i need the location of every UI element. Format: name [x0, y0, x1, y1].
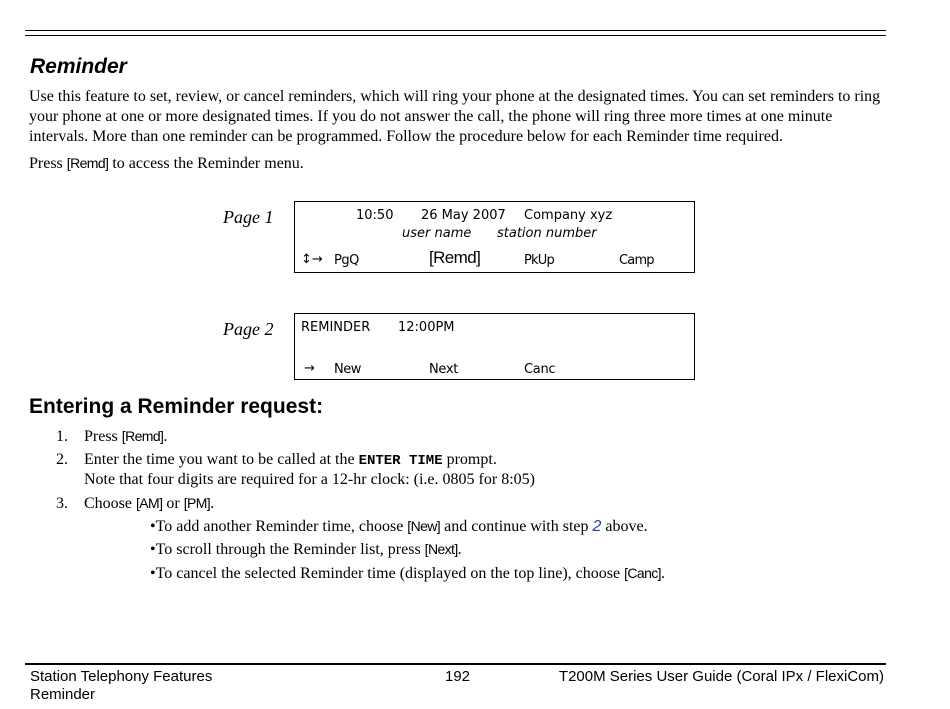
press-line	[29, 153, 304, 174]
header-rule-bottom	[25, 35, 886, 36]
bullet-scroll-post: .	[457, 541, 462, 558]
next-key: [Next]	[424, 541, 458, 557]
footer-right: T200M Series User Guide (Coral IPx / FlexiCom)	[558, 668, 884, 685]
step-3-number: 3.	[56, 495, 68, 512]
page2-label: Page 2	[223, 319, 274, 339]
step-2-text-post: prompt.	[442, 451, 497, 468]
page1-user-name: user name	[402, 226, 472, 241]
section-title: Reminder	[30, 55, 127, 78]
footer-section: Reminder	[30, 686, 96, 703]
step-1-text: Press	[84, 428, 122, 445]
bullet-scroll	[150, 539, 462, 560]
softkey-camp[interactable]: Camp	[619, 253, 654, 268]
footer-left: Station Telephony Features	[30, 668, 213, 685]
page1-display	[294, 201, 695, 273]
page2-title: REMINDER	[301, 320, 371, 335]
pm-key: [PM]	[183, 495, 211, 511]
bullet-cancel-text: •To cancel the selected Reminder time (displayed on the top line), choose	[150, 565, 625, 582]
page2-time: 12:00PM	[398, 320, 455, 335]
step-3-or: or	[162, 495, 184, 512]
header-rule-top	[25, 30, 886, 31]
press-text-post: to access the Reminder menu.	[108, 155, 304, 172]
bullet-add-mid: and continue with step	[440, 518, 593, 535]
softkey-pkup[interactable]: PkUp	[524, 253, 554, 268]
bullet-scroll-text: •To scroll through the Reminder list, press	[150, 541, 425, 558]
softkey-new[interactable]: New	[334, 362, 361, 377]
page2-display	[294, 313, 695, 380]
canc-key: [Canc]	[624, 565, 661, 581]
step-2	[56, 450, 497, 471]
press-text: Press	[29, 155, 67, 172]
step-2-note: Note that four digits are required for a 12-hr clock: (i.e. 0805 for 8:05)	[84, 471, 535, 488]
step-3-period: .	[210, 495, 215, 512]
footer-page-number: 192	[445, 668, 471, 685]
step-1-number: 1.	[56, 428, 68, 445]
right-arrow-icon: →	[304, 361, 315, 376]
new-key: [New]	[407, 518, 441, 534]
bullet-add	[150, 516, 648, 537]
step-3-text: Choose	[84, 495, 136, 512]
intro-paragraph: Use this feature to set, review, or cancel reminders, which will ring your phone at the designated times. You can set reminders to ring your phone at one or more designated times. If you do not answer the call, the phone will ring three more times at one minute intervals. More than one reminder can be programmed. Follow the procedure below for each Reminder time required.	[29, 88, 881, 145]
step-1-period: .	[163, 428, 168, 445]
scroll-arrow-icon: ↕→	[301, 252, 323, 267]
page1-label: Page 1	[223, 207, 274, 227]
softkey-remd[interactable]: [Remd]	[429, 248, 481, 267]
bullet-cancel-post: .	[660, 565, 665, 582]
footer-rule	[25, 663, 886, 665]
page1-station-number: station number	[497, 226, 597, 241]
step-2-text: Enter the time you want to be called at the	[84, 451, 359, 468]
softkey-next[interactable]: Next	[429, 362, 459, 377]
page1-company: Company xyz	[524, 208, 613, 223]
page1-time: 10:50	[356, 208, 394, 223]
step-2-link[interactable]: 2	[592, 518, 602, 535]
softkey-pgq[interactable]: PgQ	[334, 253, 359, 268]
bullet-cancel	[150, 563, 665, 584]
softkey-canc[interactable]: Canc	[524, 362, 556, 377]
am-key: [AM]	[136, 495, 163, 511]
step-3	[56, 493, 214, 514]
step-2-number: 2.	[56, 451, 68, 468]
remd-key: [Remd]	[66, 155, 109, 171]
step-1-remd-key: [Remd]	[121, 428, 164, 444]
entering-title: Entering a Reminder request:	[29, 395, 324, 418]
bullet-add-text: •To add another Reminder time, choose	[150, 518, 408, 535]
page1-date: 26 May 2007	[421, 208, 506, 223]
step-2-enter-time: ENTER TIME	[358, 453, 443, 469]
step-1	[56, 426, 167, 447]
bullet-add-post: above.	[601, 518, 648, 535]
